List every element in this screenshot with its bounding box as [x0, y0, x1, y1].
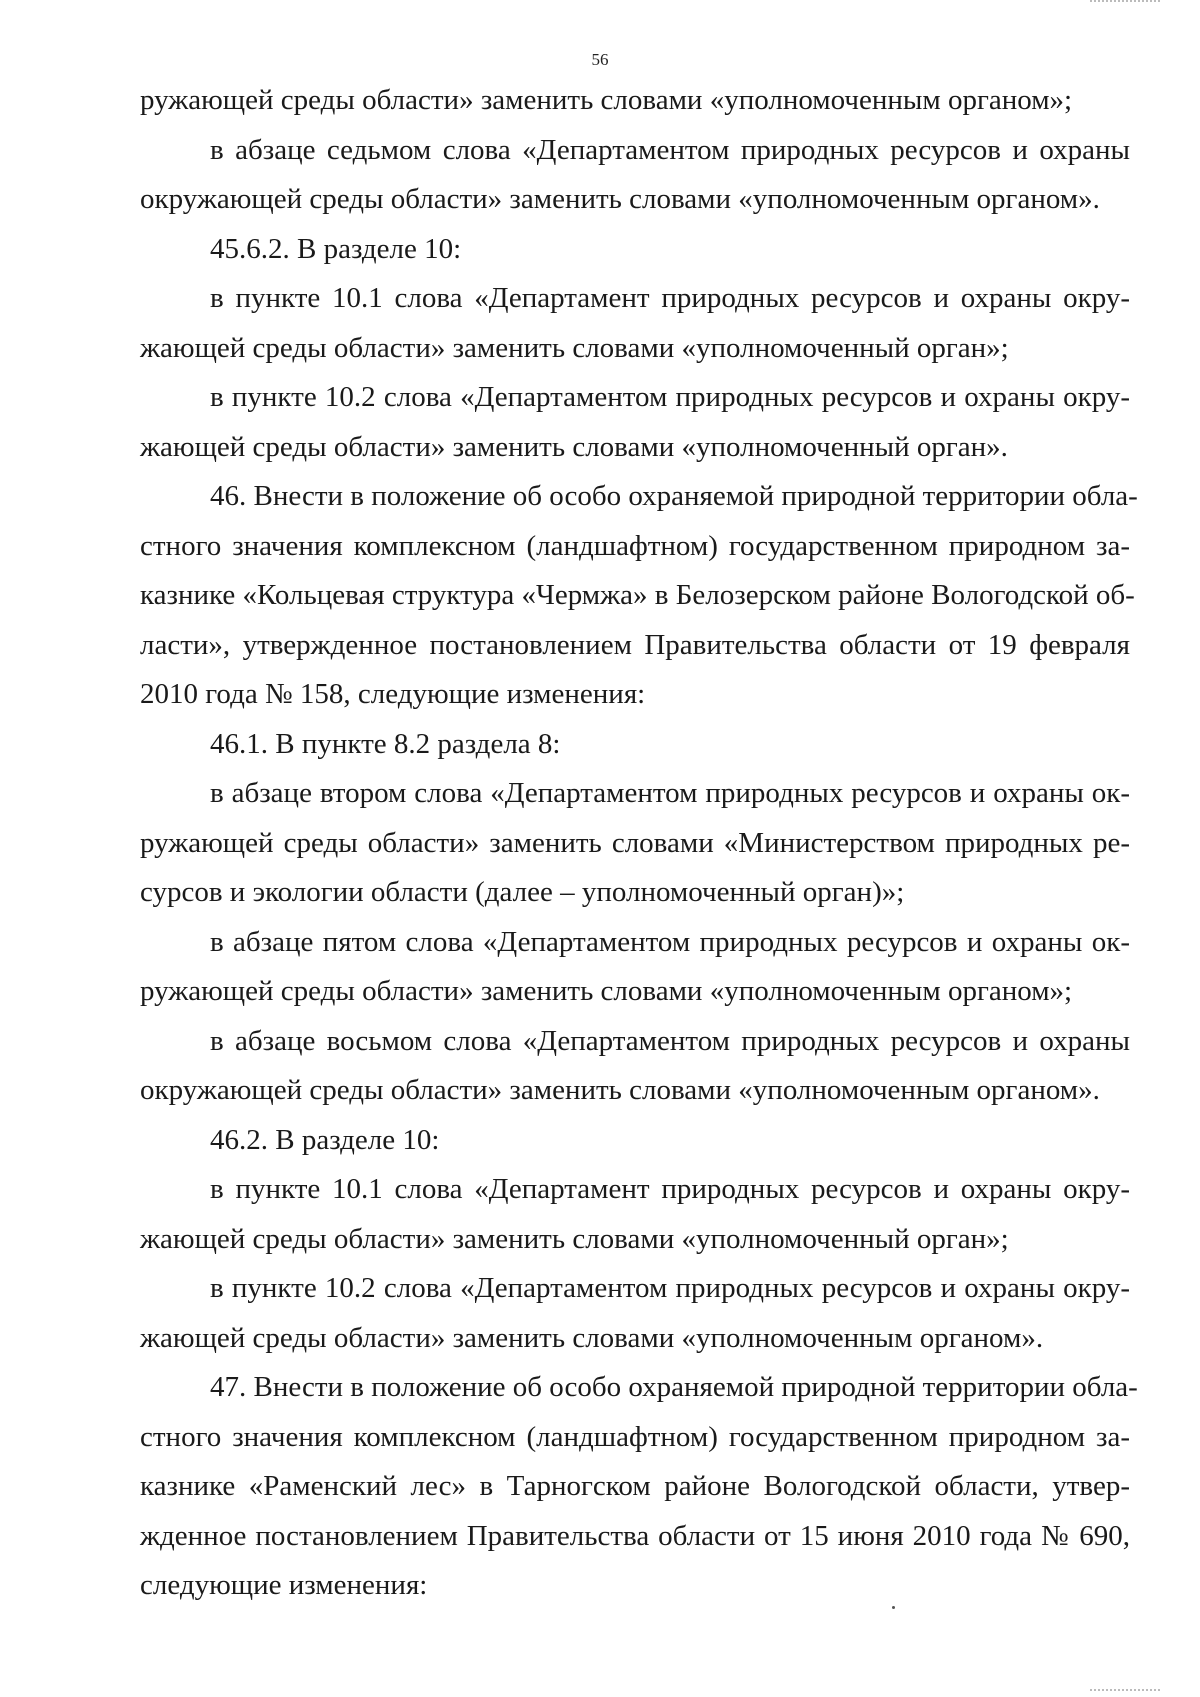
text-line: окружающей среды области» заменить словами «уполномоченным органом». [140, 1074, 1100, 1106]
text-line: 2010 года № 158, следующие изменения: [140, 678, 646, 710]
text-line: казнике «Кольцевая структура «Чермжа» в Белозерском районе Вологодской об- [140, 579, 1135, 611]
text-line: 46.1. В пункте 8.2 раздела 8: [210, 727, 561, 760]
text-line: 45.6.2. В разделе 10: [210, 232, 462, 265]
scan-artifact-bottom [1090, 1689, 1160, 1695]
text-line: в абзаце пятом слова «Департаментом природных ресурсов и охраны ок- [210, 925, 1130, 958]
text-line: 46. Внести в положение об особо охраняемой природной территории обла- [210, 480, 1138, 512]
scan-artifact-top [1090, 0, 1160, 6]
text-line: следующие изменения: [140, 1569, 428, 1601]
text-line: в пункте 10.1 слова «Департамент природных ресурсов и охраны окру- [210, 1173, 1130, 1205]
text-line: 47. Внести в положение об особо охраняемой природной территории обла- [210, 1371, 1138, 1403]
text-line: сурсов и экологии области (далее – уполномоченный орган)»; [140, 876, 905, 908]
text-line: жающей среды области» заменить словами «уполномоченным органом». [140, 1321, 1044, 1354]
text-line: казнике «Раменский лес» в Тарногском районе Вологодской области, утвер- [140, 1470, 1130, 1502]
text-line: 46.2. В разделе 10: [210, 1123, 440, 1156]
text-line: ласти», утвержденное постановлением Правительства области от 19 февраля [140, 628, 1130, 661]
text-line: жающей среды области» заменить словами «уполномоченный орган». [140, 430, 1008, 463]
page-number: 56 [591, 50, 609, 69]
text-line: стного значения комплексном (ландшафтном) государственном природном за- [140, 529, 1130, 562]
text-line: ружающей среды области» заменить словами «уполномоченным органом»; [140, 975, 1073, 1007]
text-line: в пункте 10.1 слова «Департамент природных ресурсов и охраны окру- [210, 282, 1130, 314]
text-line: в абзаце втором слова «Департаментом природных ресурсов и охраны ок- [210, 777, 1130, 809]
text-line: окружающей среды области» заменить словами «уполномоченным органом». [140, 183, 1100, 215]
scan-speck [892, 1606, 895, 1609]
text-line: в абзаце восьмом слова «Департаментом природных ресурсов и охраны [210, 1024, 1130, 1057]
text-line: стного значения комплексном (ландшафтном) государственном природном за- [140, 1420, 1130, 1453]
document-body [140, 76, 1138, 1611]
text-line: в абзаце седьмом слова «Департаментом природных ресурсов и охраны [210, 133, 1130, 166]
text-line: ружающей среды области» заменить словами «уполномоченным органом»; [140, 84, 1073, 116]
text-line: в пункте 10.2 слова «Департаментом природных ресурсов и охраны окру- [210, 1272, 1130, 1304]
text-line: жающей среды области» заменить словами «уполномоченный орган»; [140, 1222, 1009, 1255]
text-line: жающей среды области» заменить словами «уполномоченный орган»; [140, 331, 1009, 364]
text-line: жденное постановлением Правительства области от 15 июня 2010 года № 690, [140, 1519, 1130, 1552]
text-line: ружающей среды области» заменить словами «Министерством природных ре- [140, 826, 1130, 859]
text-line: в пункте 10.2 слова «Департаментом природных ресурсов и охраны окру- [210, 381, 1130, 413]
